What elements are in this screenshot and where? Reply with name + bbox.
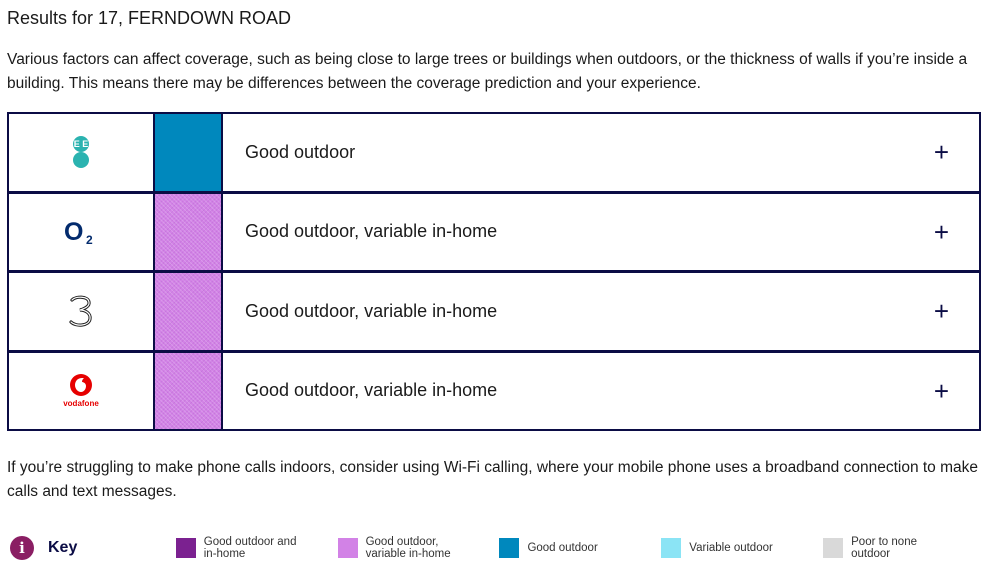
key-swatch (338, 538, 358, 558)
ee-logo-icon (70, 136, 92, 168)
svg-text:2: 2 (86, 232, 93, 247)
coverage-label: Good outdoor, variable in-home (245, 380, 498, 401)
operator-row-ee[interactable] (9, 114, 979, 191)
key-swatch (176, 538, 196, 558)
ee-logo-text: E E (73, 139, 89, 150)
coverage-swatch-variable-in-home (155, 273, 223, 350)
info-icon: i (10, 536, 34, 560)
plus-icon[interactable]: + (933, 137, 949, 168)
plus-icon[interactable]: + (933, 375, 949, 406)
key-swatch (499, 538, 519, 558)
svg-text:O: O (64, 217, 84, 246)
wifi-calling-tip: If you’re struggling to make phone calls indoors, consider using Wi-Fi calling, where your mobile phone uses a broadband connection to make calls and text messages. (7, 459, 979, 500)
vodafone-logo-icon (59, 373, 103, 409)
coverage-label: Good outdoor, variable in-home (245, 221, 498, 242)
logo-cell (9, 114, 155, 191)
key-item-good-outdoor (499, 538, 661, 558)
three-logo-icon (66, 294, 96, 328)
operator-row-three[interactable] (9, 273, 979, 350)
o2-logo-icon (63, 217, 99, 247)
intro-text: Various factors can affect coverage, such as being close to large trees or buildings when outdoors, or the thickness of walls if you’re inside a building. This means there may be differences between the coverage prediction and your experience. (7, 51, 968, 92)
page-title: Results for 17, FERNDOWN ROAD (7, 8, 292, 28)
coverage-swatch-variable-in-home (155, 194, 223, 271)
operator-row-vodafone[interactable] (9, 353, 979, 430)
key-label: Variable outdoor (689, 542, 773, 554)
key-item-good-outdoor-variable-in-home (338, 536, 500, 560)
vodafone-logo-text: vodafone (63, 398, 99, 408)
key-header (10, 536, 176, 560)
plus-icon[interactable]: + (933, 296, 949, 327)
logo-cell (9, 194, 155, 271)
logo-cell (9, 353, 155, 430)
logo-cell (9, 273, 155, 350)
coverage-accordion-toggle[interactable] (223, 353, 979, 430)
key-label: Good outdoor (527, 542, 598, 554)
coverage-accordion-toggle[interactable] (223, 194, 979, 271)
key-label: Good outdoor, variable in-home (365, 536, 451, 560)
key-title: Key (48, 539, 78, 556)
plus-icon[interactable]: + (933, 216, 949, 247)
coverage-results-table (7, 112, 981, 431)
coverage-swatch-variable-in-home (155, 353, 223, 430)
key-item-poor-to-none-outdoor (823, 536, 985, 560)
operator-row-o2[interactable] (9, 194, 979, 271)
coverage-swatch-good-outdoor (155, 114, 223, 191)
key-item-good-outdoor-and-in-home (176, 536, 338, 560)
coverage-label: Good outdoor, variable in-home (245, 300, 498, 321)
coverage-label: Good outdoor (245, 141, 356, 162)
key-swatch (823, 538, 843, 558)
key-swatch (661, 538, 681, 558)
key-item-variable-outdoor (661, 538, 823, 558)
coverage-accordion-toggle[interactable] (223, 114, 979, 191)
coverage-accordion-toggle[interactable] (223, 273, 979, 350)
key-label: Good outdoor and in-home (203, 536, 297, 560)
coverage-key (10, 534, 985, 562)
key-label: Poor to none outdoor (851, 536, 917, 560)
